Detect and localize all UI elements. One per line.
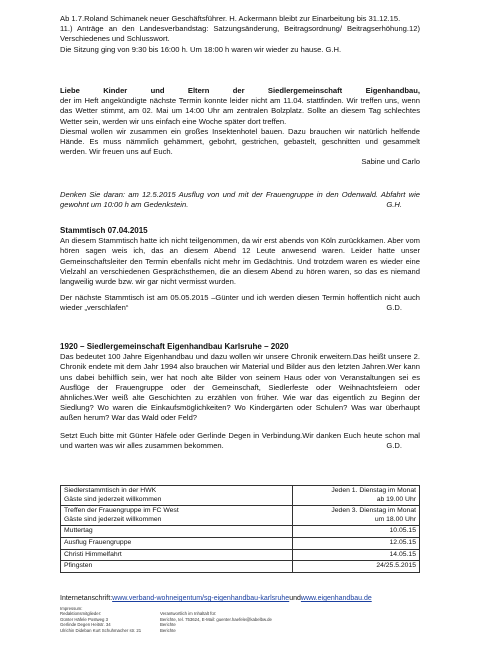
schedule-row [61,526,420,538]
stammtisch-title: Stammtisch 07.04.2015 [60,226,148,235]
schedule-event: Treffen der Frauengruppe im FC West Gäste sind jederzeit willkommen [61,506,293,526]
chronik-paragraph: Das bedeutet 100 Jahre Eigenhandbau und dazu wollen wir unsere Chronik erweitern.Das heißt unsere 2. Chronik endete mit dem Jahr 1994 also brauchen wir Material und Bilder aus den letzten Jahren.Wer kann uns dabei behilflich sein, wer hat noch alte Bilder von seinem Haus oder von Veranstaltungen sei es Ausflüge der Frauengruppe oder der Gemeinschaft, Siedlerfeste oder Weihnachtsfeiern oder ähnliches.Wer weiß alte Geschichten zu erzählen von früher. Wie war das eigentlich zu Beginn der Siedlung? Wo waren die Einkaufsmöglichkeiten? Wo Kindergärten oder Schulen? Was war überhaupt außen herum? War das Wald oder Feld? [60,352,420,423]
schedule-date: 12.05.15 [293,537,420,549]
kinder-signature: Sabine und Carlo [361,157,420,167]
internet-und: und [289,595,301,602]
kinder-heading: Liebe Kinder und Eltern der Siedlergemeinschaft Eigenhandbau, [60,86,420,95]
internet-line [60,594,420,603]
internet-label: Internetanschrift: [60,595,113,602]
chronik-signature: G.D. [386,440,402,450]
stammtisch-signature: G.D. [386,303,402,313]
kinder-paragraph: Diesmal wollen wir zusammen ein großes Insektenhotel bauen. Dazu brauchen wir natürlich helfende Hände. Es muss nämmlich gehämmert, gebohrt, gestrichen, gebastelt, geschnitten und gesammelt werden. Wir freuen uns auf Euch. [60,126,420,157]
impressum-member: Ulrichin Dideban Kurt Schuhmacher str. 21 [60,627,142,633]
impressum-redaktion: Redaktionsmitglieder: [60,611,102,617]
impressum-responsible: Verantwortlich im Inhaltalt für: [160,611,217,617]
schedule-date: 14.05.15 [293,549,420,561]
schedule-row [61,549,420,561]
chronik-title: 1920 – Siedlergemeinschaft Eigenhandbau Karlsruhe – 2020 [60,342,289,351]
schedule-row [61,537,420,549]
stammtisch-paragraph: An diesem Stammtisch hatte ich nicht teilgenommen, da wir erst abends von Köln zurückkamen. Aber vom hören sagen weis ich, das an diesem Abend 12 Leute anwesend waren. Leider hatte unser Gemeinschaftsleiter den Termin ebenfalls nicht mehr im Gedächtnis. Und trotzdem waren es wieder eine Vielzahl an verschiedenen Gesprächsthemen, die an diesem Abend zu hören waren, so das es niemand langweilig wurde bzw. wir gar nicht vermisst wurden. [60,236,420,287]
schedule-row [61,506,420,526]
schedule-date: Jeden 3. Dienstag im Monat um 18.00 Uhr [293,506,420,526]
stammtisch-section [60,226,420,314]
chronik-section [60,342,420,451]
schedule-row [61,486,420,506]
schedule-table [60,485,420,573]
intro-line: 11.) Anträge an den Landesverbandstag: Satzungsänderung, Beitragsordnung/ Beitragserhöhung.12) Verschiedenes und Schlusswort. [60,24,420,44]
schedule-event: Siedlerstammtisch in der HWK Gäste sind jederzeit willkommen [61,486,293,506]
internet-link[interactable]: www.eigenhandbau.de [300,595,372,602]
impressum-duty: Berichte, tel. 753624, E-Mail: guenter.haefele@kabelbw.de [160,616,272,622]
schedule-event: Pfingsten [61,561,293,573]
ausflug-section [60,190,420,210]
intro-line: Die Sitzung ging von 9:30 bis 16:00 h. Um 18:00 h waren wir wieder zu hause. G.H. [60,44,342,54]
kinder-paragraph: der im Heft angekündigte nächste Termin konnte leider nicht am 11.04. stattfinden. Wir treffen uns, wenn das Wetter stimmt, am 02. Mai um 14:00 Uhr am zentralen Bolzplatz. Sollte an diesem Tag schlechtes Wetter sein, werden wir uns einfach eine Woche später dort treffen. [60,96,420,126]
schedule-date: Jeden 1. Dienstag im Monat ab 19.00 Uhr [293,486,420,506]
schedule-event: Ausflug Frauengruppe [61,537,293,549]
internet-link[interactable]: www.verband-wohneigentum/sg-eigenhandbau-karlsruhe [112,595,290,602]
schedule-date: 24/25.5.2015 [293,561,420,573]
kinder-section [60,86,420,168]
ausflug-signature: G.H. [386,200,402,210]
impressum-duty: Berichte [160,627,176,633]
impressum-duty: Berichte [160,622,176,628]
intro-line: Ab 1.7.Roland Schimanek neuer Geschäftsführer. H. Ackermann bleibt zur Einarbeitung bis 31.12.15. [60,14,401,23]
schedule-date: 10.05.15 [293,526,420,538]
schedule-event: Muttertag [61,526,293,538]
ausflug-text: Denken Sie daran: am 12.5.2015 Ausflug von und mit der Frauengruppe in den Odenwald. Abfahrt wie gewohnt um 10:00 h am Gedenkstein. [60,190,420,210]
schedule-row [61,561,420,573]
schedule-event: Christi Himmelfahrt [61,549,293,561]
impressum-member: Gerlinde Degen Heitstr. 34 [60,622,111,628]
chronik-contact: Setzt Euch bitte mit Günter Häfele oder Gerlinde Degen in Verbindung.Wir danken Euch heute schon mal und warten was wir alles zusammen bekommen. [60,430,420,450]
schedule-body [61,486,420,573]
impressum-title: Impressum: [60,606,83,611]
impressum-member: Günter Häfele Postweg 3 [60,616,109,622]
intro-section [60,14,420,55]
stammtisch-next: Der nächste Stammtisch ist am 05.05.2015 –Günter und ich werden diesen Termin hoffentlich nicht auch wieder „verschlafen“ [60,293,420,313]
